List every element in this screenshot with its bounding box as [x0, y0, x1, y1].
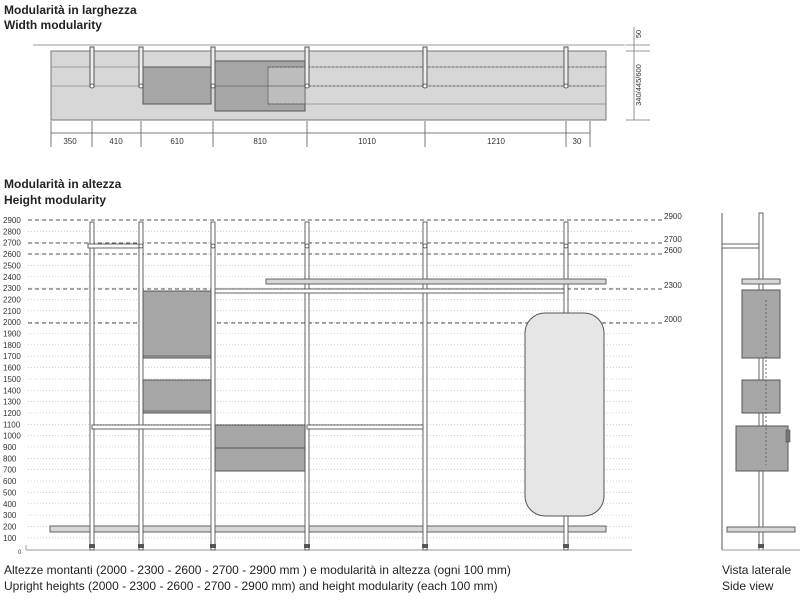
top-depth-label: 50	[634, 29, 643, 39]
scale-label-2400: 2400	[3, 272, 21, 282]
front-view	[3, 212, 682, 556]
side-top-rail	[722, 244, 759, 248]
width-dim-label: 350	[63, 137, 77, 146]
upright-foot	[210, 544, 216, 548]
scale-label-1900: 1900	[3, 329, 21, 339]
top-view-upright	[90, 47, 94, 87]
height-caption-italian: Altezze montanti (2000 - 2300 - 2600 - 2700 - 2900 mm ) e modularità in altezza (ogni 100 mm)	[4, 563, 511, 577]
scale-label-2300: 2300	[3, 284, 21, 294]
upright	[423, 222, 427, 550]
scale-label-800: 800	[3, 454, 17, 464]
scale-label-600: 600	[3, 477, 17, 487]
upright-feet	[89, 544, 569, 548]
storage-box-large	[143, 291, 211, 358]
top-view-upright	[564, 47, 568, 87]
scale-label-0: 0	[18, 550, 22, 557]
ref-label-2700: 2700	[664, 235, 682, 244]
side-view-subtitle: Side view	[722, 579, 774, 593]
depth-label: 340/445/600	[634, 64, 643, 106]
width-dim-label: 810	[253, 137, 267, 146]
upright-connector	[564, 244, 568, 248]
scale-label-2600: 2600	[3, 250, 21, 260]
height-caption-english: Upright heights (2000 - 2300 - 2600 - 2700 - 2900 mm) and height modularity (each 100 mm)	[4, 579, 498, 593]
ref-label-2000: 2000	[664, 315, 682, 324]
side-base-rail	[727, 527, 795, 532]
scale-label-200: 200	[3, 522, 17, 532]
upright-foot	[89, 544, 95, 548]
height-section-title: Modularità in altezza	[4, 177, 122, 191]
width-dim-label: 610	[170, 137, 184, 146]
mid-shelf-left	[92, 425, 211, 429]
scale-label-1200: 1200	[3, 408, 21, 418]
upright	[305, 222, 309, 550]
upright	[90, 222, 94, 550]
upright-connector	[211, 244, 215, 248]
side-storage-box	[742, 290, 780, 358]
scale-label-1300: 1300	[3, 397, 21, 407]
upright	[139, 222, 143, 550]
top-view-joint	[305, 84, 309, 88]
top-view-upright	[211, 47, 215, 87]
width-section-subtitle: Width modularity	[4, 18, 102, 32]
scale-label-1400: 1400	[3, 386, 21, 396]
scale-label-2100: 2100	[3, 306, 21, 316]
scale-label-100: 100	[3, 533, 17, 543]
base-rail	[50, 526, 606, 532]
scale-label-2500: 2500	[3, 261, 21, 271]
long-top-shelf	[266, 279, 606, 284]
scale-label-1100: 1100	[3, 420, 21, 430]
upright-foot	[138, 544, 144, 548]
upright-connectors	[90, 244, 568, 248]
top-view-base-panel	[51, 51, 606, 120]
scale-label-2900: 2900	[3, 216, 21, 225]
ref-label-2300: 2300	[664, 281, 682, 290]
scale-label-400: 400	[3, 499, 17, 509]
upright-foot	[304, 544, 310, 548]
scale-label-2000: 2000	[3, 318, 21, 328]
upright-connector	[305, 244, 309, 248]
height-scale-labels	[3, 216, 22, 556]
width-dim-label: 1010	[358, 137, 376, 146]
top-view-joint	[90, 84, 94, 88]
top-view-joint	[139, 84, 143, 88]
top-view-upright	[423, 47, 427, 87]
scale-label-1500: 1500	[3, 374, 21, 384]
scale-label-1000: 1000	[3, 431, 21, 441]
upright-foot	[563, 544, 569, 548]
top-view-upright	[305, 47, 309, 87]
reference-level-labels	[664, 212, 682, 324]
storage-box-small	[143, 380, 211, 413]
upright-connector	[139, 244, 143, 248]
top-view-joint	[423, 84, 427, 88]
hanging-rail	[215, 289, 564, 293]
mirror-panel	[525, 313, 604, 516]
top-view-upright	[139, 47, 143, 87]
top-view-joint	[211, 84, 215, 88]
top-rail-shelf	[88, 244, 139, 248]
upright-foot	[422, 544, 428, 548]
top-view-drawer-overlap	[268, 67, 305, 104]
width-dimension-ticks	[51, 121, 590, 147]
scale-label-2700: 2700	[3, 238, 21, 248]
scale-label-700: 700	[3, 465, 17, 475]
side-foot	[758, 544, 764, 548]
side-view	[722, 213, 800, 550]
height-section-subtitle: Height modularity	[4, 193, 107, 207]
mid-shelf-right	[307, 425, 423, 429]
scale-label-300: 300	[3, 511, 17, 521]
top-view	[33, 27, 650, 147]
scale-label-900: 900	[3, 443, 17, 452]
scale-label-500: 500	[3, 488, 17, 498]
top-view-joint	[564, 84, 568, 88]
scale-label-1800: 1800	[3, 340, 21, 350]
upright	[211, 222, 215, 550]
scale-label-1700: 1700	[3, 352, 21, 362]
width-section-title: Modularità in larghezza	[4, 3, 137, 17]
ref-label-2900: 2900	[664, 212, 682, 221]
ref-label-2600: 2600	[664, 246, 682, 255]
side-view-title: Vista laterale	[722, 563, 792, 577]
width-dim-label: 410	[109, 137, 123, 146]
side-top-shelf	[742, 279, 780, 284]
width-dim-label: 30	[572, 137, 582, 146]
side-drawer-unit	[736, 426, 788, 471]
scale-label-1600: 1600	[3, 363, 21, 373]
side-drawer-handle	[786, 430, 790, 442]
width-dim-label: 1210	[487, 137, 505, 146]
top-view-drawer-module	[143, 67, 211, 104]
upright-connector	[423, 244, 427, 248]
side-storage-box	[742, 380, 780, 413]
scale-label-2800: 2800	[3, 227, 21, 237]
scale-label-2200: 2200	[3, 295, 21, 305]
